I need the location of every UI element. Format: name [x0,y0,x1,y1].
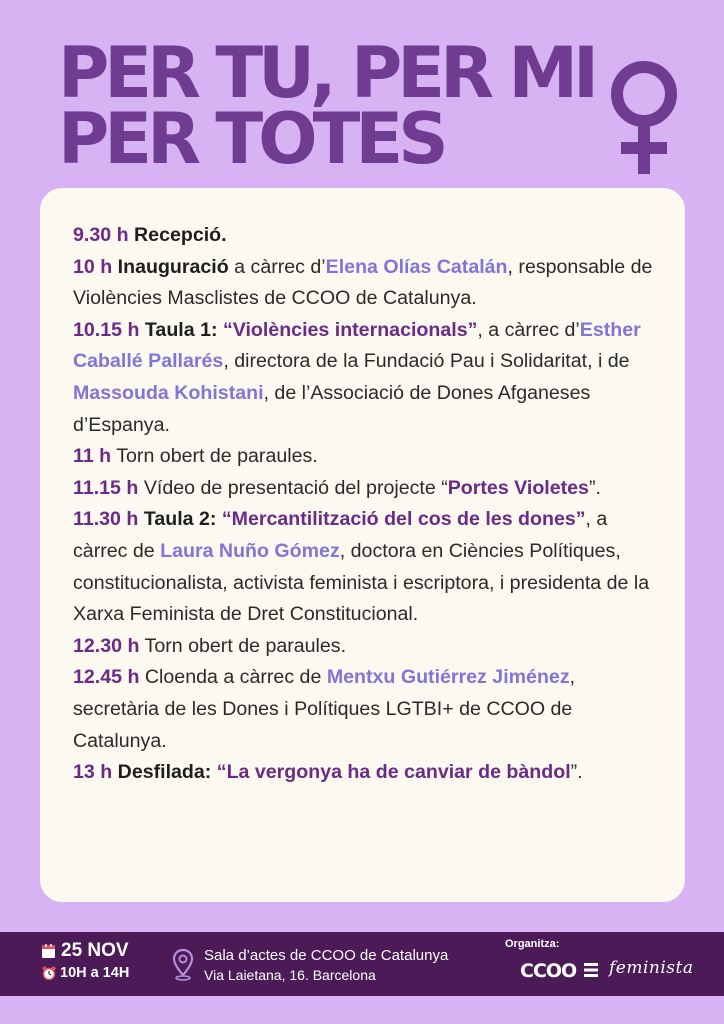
poster-title [58,32,618,180]
program-time: 10.15 h [73,318,140,341]
location-pin-icon [172,948,194,982]
title-line-1: PER TU, PER MI [58,32,595,114]
footer-bar [0,932,724,996]
program-list [73,220,655,789]
speaker-name: Esther Caballé Pallarés [73,318,641,373]
organizer-label: Organitza: [505,938,560,950]
program-text: , responsable de Violències Masclistes de CCOO de Catalunya. [73,255,653,310]
program-time: 12.30 h [73,634,140,657]
svg-text:CCOO: CCOO [520,960,577,980]
speaker-name: Mentxu Gutiérrez Jiménez [326,666,570,689]
program-item [73,315,655,441]
session-title: “Violències internacionals” [222,318,478,341]
program-text: Torn obert de paraules. [116,445,318,468]
event-time: 10H a 14H [60,965,130,981]
program-text: Torn obert de paraules. [144,634,347,657]
program-time: 13 h [73,761,113,784]
program-time: 12.45 h [73,666,140,689]
speaker-name: Laura Nuño Gómez [160,539,340,562]
program-item [73,631,655,663]
program-time: 11.15 h [73,476,139,499]
program-text: , directora de la Fundació Pau i Solidaritat, i de [223,350,630,373]
calendar-icon [42,944,55,958]
ccoo-logo [520,960,600,980]
program-time: 9.30 h [73,224,129,246]
program-item [73,504,655,630]
program-text: ”. [588,476,601,499]
program-time: 11.30 h [73,508,139,531]
program-text: Cloenda a càrrec de [144,666,327,689]
title-line-2: PER TOTES [58,98,444,180]
speaker-name: Massouda Kohistani [73,381,264,404]
organizer-text: feminista [609,958,694,978]
session-label: Taula 2: [143,508,222,531]
session-label: Taula 1: [144,318,223,341]
venue-address: Via Laietana, 16. Barcelona [204,967,376,983]
program-item [73,662,655,757]
program-item [73,757,655,789]
venus-symbol-icon [604,58,684,176]
session-label: Desfilada: [117,761,217,784]
session-title: Portes Violetes [447,476,589,499]
program-text: a càrrec d’ [228,255,326,278]
program-time: 10 h [73,255,113,278]
program-item [73,252,655,315]
program-item [73,220,655,252]
program-item [73,441,655,473]
program-text: ”. [570,761,583,784]
speaker-name: Elena Olías Catalán [325,255,508,278]
alarm-clock-icon [42,966,56,980]
program-text: , doctora en Ciències Polítiques, constitucionalista, activista feminista i escriptora, i presidenta de la Xarxa Feminista de Dret Constitucional. [73,539,650,626]
venue-name: Sala d’actes de CCOO de Catalunya [204,947,449,964]
program-text: , secretària de les Dones i Polítiques LGTBI+ de CCOO de Catalunya. [73,666,576,752]
program-text: , a càrrec de [73,508,608,562]
event-date: 25 NOV [61,940,129,961]
program-item [73,473,655,505]
session-label: Inauguració [117,255,229,278]
program-text: , de l’Associació de Dones Afganeses d’Espanya. [73,381,591,436]
session-title: “La vergonya ha de canviar de bàndol [216,761,571,784]
program-card [40,188,685,902]
session-label: Recepció. [134,224,227,246]
program-time: 11 h [73,445,112,468]
program-text: , a càrrec d’ [477,318,580,341]
program-text: Vídeo de presentació del projecte “ [143,476,448,499]
session-title: “Mercantilització del cos de les dones” [221,508,586,531]
